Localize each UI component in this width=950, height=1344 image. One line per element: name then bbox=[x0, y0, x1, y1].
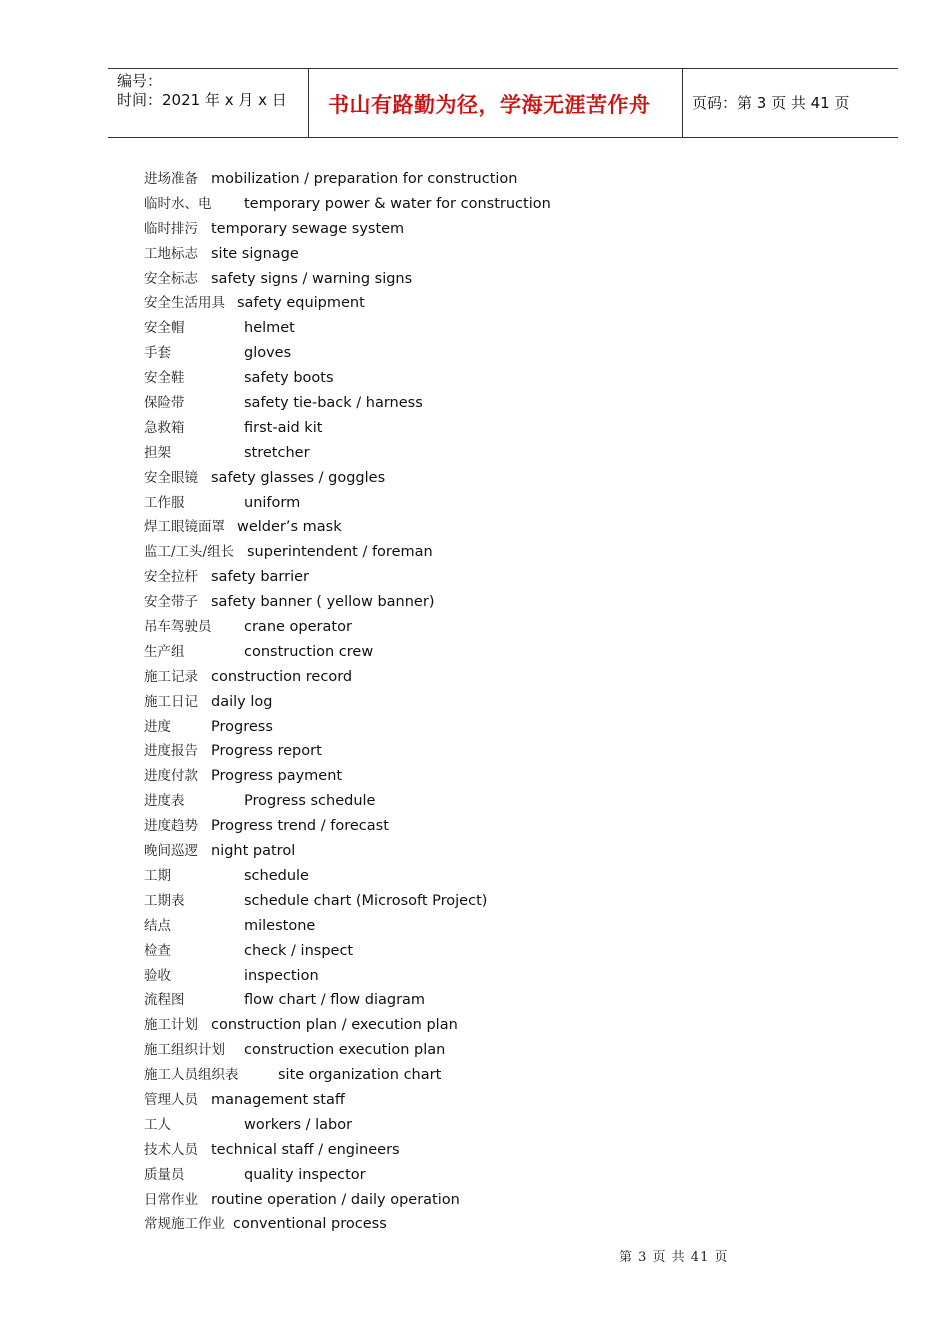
glossary-row bbox=[144, 640, 844, 665]
term-chinese: 技术人员 bbox=[144, 1141, 198, 1158]
glossary-row bbox=[144, 814, 844, 839]
term-chinese: 施工记录 bbox=[144, 668, 198, 685]
term-chinese: 工作服 bbox=[144, 494, 185, 511]
term-english: Progress payment bbox=[211, 768, 343, 785]
glossary-row bbox=[144, 242, 844, 267]
term-chinese: 工地标志 bbox=[144, 245, 198, 262]
term-english: gloves bbox=[244, 345, 292, 362]
term-english: safety tie-back / harness bbox=[244, 395, 423, 412]
glossary-row bbox=[144, 590, 844, 615]
term-chinese: 常规施工作业 bbox=[144, 1216, 225, 1233]
glossary-row bbox=[144, 1088, 844, 1113]
glossary-row bbox=[144, 267, 844, 292]
term-chinese: 日常作业 bbox=[144, 1191, 198, 1208]
term-english: stretcher bbox=[244, 444, 310, 461]
glossary-row bbox=[144, 491, 844, 516]
term-chinese: 晚间巡逻 bbox=[144, 843, 198, 860]
glossary-row bbox=[144, 1163, 844, 1188]
term-english: construction record bbox=[211, 668, 353, 685]
term-english: management staff bbox=[211, 1091, 345, 1108]
term-chinese: 检查 bbox=[144, 942, 171, 959]
footer-page-number: 第 3 页 共 41 页 bbox=[619, 1250, 729, 1265]
glossary-row bbox=[144, 217, 844, 242]
term-chinese: 施工日记 bbox=[144, 693, 198, 710]
term-chinese: 安全生活用具 bbox=[144, 295, 225, 312]
glossary-row bbox=[144, 665, 844, 690]
glossary-row bbox=[144, 316, 844, 341]
glossary-row bbox=[144, 466, 844, 491]
term-english: quality inspector bbox=[244, 1166, 366, 1183]
glossary-row bbox=[144, 515, 844, 540]
term-english: daily log bbox=[211, 693, 273, 710]
glossary-row bbox=[144, 914, 844, 939]
glossary-row bbox=[144, 1113, 844, 1138]
glossary-row bbox=[144, 715, 844, 740]
term-chinese: 监工/工头/组长 bbox=[144, 544, 235, 561]
term-chinese: 质量员 bbox=[144, 1166, 185, 1183]
term-chinese: 管理人员 bbox=[144, 1091, 198, 1108]
glossary-row bbox=[144, 988, 844, 1013]
glossary-row bbox=[144, 839, 844, 864]
term-english: safety equipment bbox=[237, 295, 365, 312]
term-english: construction plan / execution plan bbox=[211, 1017, 458, 1034]
term-english: Progress bbox=[211, 718, 273, 735]
header-motto: 书山有路勤为径，学海无涯苦作舟 bbox=[328, 93, 651, 117]
glossary-row bbox=[144, 540, 844, 565]
term-english: safety banner ( yellow banner) bbox=[211, 594, 435, 611]
header-table bbox=[108, 68, 898, 138]
term-chinese: 安全眼镜 bbox=[144, 469, 198, 486]
term-english: first-aid kit bbox=[244, 419, 323, 436]
glossary-row bbox=[144, 1138, 844, 1163]
term-chinese: 流程图 bbox=[144, 992, 185, 1009]
term-english: schedule chart (Microsoft Project) bbox=[244, 892, 488, 909]
term-chinese: 施工组织计划 bbox=[144, 1042, 225, 1059]
term-chinese: 焊工眼镜面罩 bbox=[144, 519, 225, 536]
term-chinese: 进度报告 bbox=[144, 743, 198, 760]
term-chinese: 吊车驾驶员 bbox=[144, 619, 212, 636]
term-english: site signage bbox=[211, 245, 299, 262]
term-chinese: 工期 bbox=[144, 867, 171, 884]
term-chinese: 安全带子 bbox=[144, 594, 198, 611]
term-english: construction crew bbox=[244, 643, 374, 660]
term-english: workers / labor bbox=[244, 1116, 353, 1133]
glossary-row bbox=[144, 939, 844, 964]
glossary-row bbox=[144, 1212, 844, 1237]
term-chinese: 安全标志 bbox=[144, 270, 198, 287]
header-page-code: 页码：第 3 页 共 41 页 bbox=[692, 94, 850, 112]
term-chinese: 担架 bbox=[144, 444, 171, 461]
term-chinese: 急救箱 bbox=[144, 419, 185, 436]
glossary-list bbox=[144, 167, 844, 1237]
term-english: welder’s mask bbox=[237, 519, 342, 536]
term-english: flow chart / flow diagram bbox=[244, 992, 426, 1009]
term-english: superintendent / foreman bbox=[247, 544, 433, 561]
term-english: safety glasses / goggles bbox=[211, 469, 386, 486]
glossary-row bbox=[144, 192, 844, 217]
term-chinese: 进度付款 bbox=[144, 768, 198, 785]
glossary-row bbox=[144, 341, 844, 366]
header-left-cell bbox=[108, 69, 309, 137]
glossary-row bbox=[144, 764, 844, 789]
document-time-label: 时间：2021 年 x 月 x 日 bbox=[117, 91, 287, 109]
glossary-row bbox=[144, 167, 844, 192]
term-chinese: 施工计划 bbox=[144, 1017, 198, 1034]
term-chinese: 保险带 bbox=[144, 395, 185, 412]
term-chinese: 安全帽 bbox=[144, 320, 185, 337]
glossary-row bbox=[144, 565, 844, 590]
term-chinese: 工人 bbox=[144, 1116, 171, 1133]
term-english: temporary power & water for construction bbox=[244, 195, 551, 212]
glossary-row bbox=[144, 291, 844, 316]
glossary-row bbox=[144, 690, 844, 715]
glossary-row bbox=[144, 1038, 844, 1063]
term-chinese: 生产组 bbox=[144, 643, 185, 660]
term-chinese: 进场准备 bbox=[144, 171, 198, 187]
header-right-cell bbox=[683, 69, 898, 137]
term-chinese: 临时水、电 bbox=[144, 195, 212, 212]
term-english: construction execution plan bbox=[244, 1042, 446, 1059]
term-chinese: 安全鞋 bbox=[144, 370, 185, 387]
term-english: check / inspect bbox=[244, 942, 354, 959]
term-chinese: 施工人员组织表 bbox=[144, 1067, 239, 1084]
header-middle-cell bbox=[309, 69, 683, 137]
term-english: safety boots bbox=[244, 370, 334, 387]
term-chinese: 进度 bbox=[144, 718, 171, 735]
glossary-row bbox=[144, 739, 844, 764]
glossary-row bbox=[144, 1063, 844, 1088]
term-english: mobilization / preparation for construction bbox=[211, 171, 518, 187]
glossary-row bbox=[144, 789, 844, 814]
term-english: temporary sewage system bbox=[211, 220, 405, 237]
term-english: crane operator bbox=[244, 619, 352, 636]
glossary-row bbox=[144, 1013, 844, 1038]
glossary-row bbox=[144, 391, 844, 416]
term-english: uniform bbox=[244, 494, 301, 511]
glossary-row bbox=[144, 441, 844, 466]
glossary-row bbox=[144, 416, 844, 441]
glossary-row bbox=[144, 1188, 844, 1213]
term-chinese: 安全拉杆 bbox=[144, 569, 198, 586]
glossary-row bbox=[144, 615, 844, 640]
glossary-row bbox=[144, 366, 844, 391]
glossary-row bbox=[144, 964, 844, 989]
term-english: routine operation / daily operation bbox=[211, 1191, 460, 1208]
term-english: Progress schedule bbox=[244, 793, 376, 810]
term-english: night patrol bbox=[211, 843, 296, 860]
term-chinese: 进度趋势 bbox=[144, 818, 198, 835]
term-chinese: 验收 bbox=[144, 967, 171, 984]
term-english: site organization chart bbox=[278, 1067, 442, 1084]
term-english: conventional process bbox=[233, 1216, 387, 1233]
term-english: inspection bbox=[244, 967, 319, 984]
term-english: Progress trend / forecast bbox=[211, 818, 389, 835]
term-english: technical staff / engineers bbox=[211, 1141, 400, 1158]
term-chinese: 结点 bbox=[144, 917, 171, 934]
glossary-row bbox=[144, 889, 844, 914]
term-chinese: 临时排污 bbox=[144, 220, 198, 237]
term-english: milestone bbox=[244, 917, 316, 934]
term-english: helmet bbox=[244, 320, 295, 337]
term-english: safety barrier bbox=[211, 569, 310, 586]
glossary-row bbox=[144, 864, 844, 889]
term-chinese: 手套 bbox=[144, 345, 171, 362]
term-english: safety signs / warning signs bbox=[211, 270, 413, 287]
term-english: Progress report bbox=[211, 743, 322, 760]
term-chinese: 工期表 bbox=[144, 892, 185, 909]
document-number-label: 编号： bbox=[117, 72, 163, 90]
term-english: schedule bbox=[244, 867, 309, 884]
term-chinese: 进度表 bbox=[144, 793, 185, 810]
